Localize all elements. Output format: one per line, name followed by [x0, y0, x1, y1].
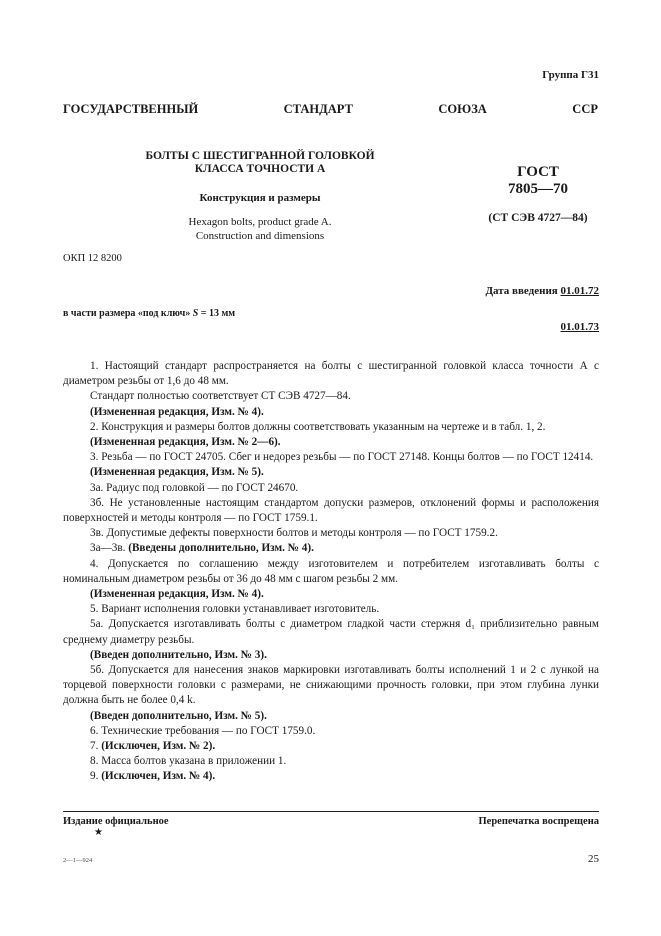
- body-paragraph: [63, 602, 599, 617]
- paragraph-text: 6. Технические требования — по ГОСТ 1759.0.: [90, 724, 316, 737]
- body-paragraph: [63, 526, 599, 541]
- body-paragraph: [63, 587, 599, 602]
- gost-designation: [478, 164, 598, 198]
- paragraph-text: 3а—3в.: [90, 542, 126, 555]
- body-paragraph: [63, 359, 599, 389]
- paragraph-text: 1. Настоящий стандарт распространяется на болты с шестигранной головкой класса точности А с диаметром резьбы от 1,6 до 48 мм.: [63, 360, 599, 388]
- header-word: ССР: [572, 102, 598, 116]
- title-line: КЛАССА ТОЧНОСТИ А: [194, 163, 326, 175]
- document-title: [112, 150, 408, 176]
- paragraph-text: 3. Резьба — по ГОСТ 24705. Сбег и недорез резьбы — по ГОСТ 27148. Концы болтов — по ГОСТ 12414.: [90, 451, 594, 464]
- part-size-suffix: = 13 мм: [200, 308, 236, 319]
- document-subtitle: Конструкция и размеры: [199, 192, 321, 204]
- second-introduction-date: 01.01.73: [560, 321, 599, 333]
- introduction-date: [485, 285, 599, 297]
- paragraph-text: 4. Допускается по соглашению между изготовителем и потребителем изготавливать болты с номинальным диаметром резьбы от 36 до 48 мм с шагом резьбы 2 мм.: [63, 557, 599, 585]
- part-size-note: [63, 308, 235, 319]
- paragraph-text: 3а. Радиус под головкой — по ГОСТ 24670.: [90, 481, 299, 494]
- body-paragraph: [63, 541, 599, 556]
- official-edition-label: Издание официальное: [63, 816, 169, 827]
- paragraph-text: 3б. Не установленные настоящим стандартом допуски размеров, отклонений формы и расположения поверхностей и методы контроля — по ГОСТ 1759.1.: [63, 496, 599, 525]
- english-line: Construction and dimensions: [195, 230, 325, 242]
- standard-body-text: [63, 359, 599, 785]
- gost-number: 7805—70: [508, 181, 568, 197]
- body-paragraph: [63, 648, 599, 663]
- body-paragraph: [63, 420, 599, 435]
- paragraph-text: Стандарт полностью соответствует СТ СЭВ 4727—84.: [90, 390, 351, 403]
- body-paragraph: [63, 450, 599, 465]
- part-size-variable: S: [192, 308, 199, 319]
- body-paragraph: [63, 405, 599, 420]
- footer-divider: [63, 811, 599, 812]
- body-paragraph: [63, 481, 599, 496]
- paragraph-text: 3в. Допустимые дефекты поверхности болтов и методы контроля — по ГОСТ 1759.2.: [90, 527, 498, 540]
- paragraph-text: 5б. Допускается для нанесения знаков маркировки изготавливать болты исполнений 1 и 2 с лункой на торцевой поверхности головки с размерами, не снижающими прочность головки, при этом глубина лунки должна быть не более 0,4 k.: [63, 664, 599, 707]
- st-sev-reference: (СТ СЭВ 4727—84): [488, 212, 588, 224]
- body-paragraph: [63, 557, 599, 587]
- state-standard-header: [63, 102, 598, 117]
- paragraph-text: (Введен дополнительно, Изм. № 3).: [90, 648, 267, 661]
- paragraph-text: 8. Масса болтов указана в приложении 1.: [90, 755, 287, 768]
- body-paragraph: [63, 496, 599, 526]
- body-paragraph: [63, 465, 599, 480]
- star-icon: ★: [94, 827, 103, 838]
- group-label: Группа Г31: [542, 69, 599, 81]
- paragraph-text: (Измененная редакция, Изм. № 4).: [90, 588, 264, 601]
- header-word: ГОСУДАРСТВЕННЫЙ: [63, 102, 199, 116]
- title-line: БОЛТЫ С ШЕСТИГРАННОЙ ГОЛОВКОЙ: [145, 150, 375, 162]
- paragraph-text: 5. Вариант исполнения головки устанавливает изготовитель.: [90, 603, 380, 616]
- introduction-date-label: Дата введения: [485, 285, 558, 297]
- paragraph-text: 9.: [90, 770, 99, 783]
- paragraph-text: (Измененная редакция, Изм. № 5).: [90, 466, 264, 479]
- body-paragraph: [63, 754, 599, 769]
- english-title: [112, 215, 408, 243]
- reprint-prohibited-label: Перепечатка воспрещена: [478, 816, 599, 827]
- body-paragraph: [63, 709, 599, 724]
- paragraph-text: (Введен дополнительно, Изм. № 5).: [90, 709, 267, 722]
- paragraph-text: 5а. Допускается изготавливать болты с диаметром гладкой части стержня d₁ приблизительно равным среднему диаметру резьбы.: [63, 618, 599, 646]
- header-word: СТАНДАРТ: [283, 102, 353, 116]
- body-paragraph: [63, 435, 599, 450]
- okp-code: ОКП 12 8200: [63, 253, 122, 264]
- body-paragraph: [63, 663, 599, 709]
- paragraph-text: 7.: [90, 740, 99, 753]
- paragraph-text: (Измененная редакция, Изм. № 2—6).: [90, 436, 281, 449]
- body-paragraph: [63, 724, 599, 739]
- paragraph-amendment: (Исключен, Изм. № 4).: [101, 770, 216, 783]
- paragraph-amendment: (Исключен, Изм. № 2).: [101, 740, 216, 753]
- page-number: 25: [588, 853, 599, 865]
- paragraph-text: (Измененная редакция, Изм. № 4).: [90, 405, 264, 418]
- paragraph-amendment: (Введены дополнительно, Изм. № 4).: [128, 542, 314, 555]
- header-word: СОЮЗА: [438, 102, 487, 116]
- body-paragraph: [63, 769, 599, 784]
- paragraph-text: 2. Конструкция и размеры болтов должны соответствовать указанным на чертеже и в табл. 1, 2.: [90, 420, 546, 433]
- print-code: 2—1—924: [63, 857, 93, 864]
- part-size-prefix: в части размера «под ключ»: [63, 308, 191, 319]
- english-line: Hexagon bolts, product grade A.: [188, 216, 332, 228]
- introduction-date-value: 01.01.72: [560, 285, 599, 297]
- body-paragraph: [63, 617, 599, 647]
- gost-label: ГОСТ: [517, 164, 559, 180]
- body-paragraph: [63, 739, 599, 754]
- body-paragraph: [63, 389, 599, 404]
